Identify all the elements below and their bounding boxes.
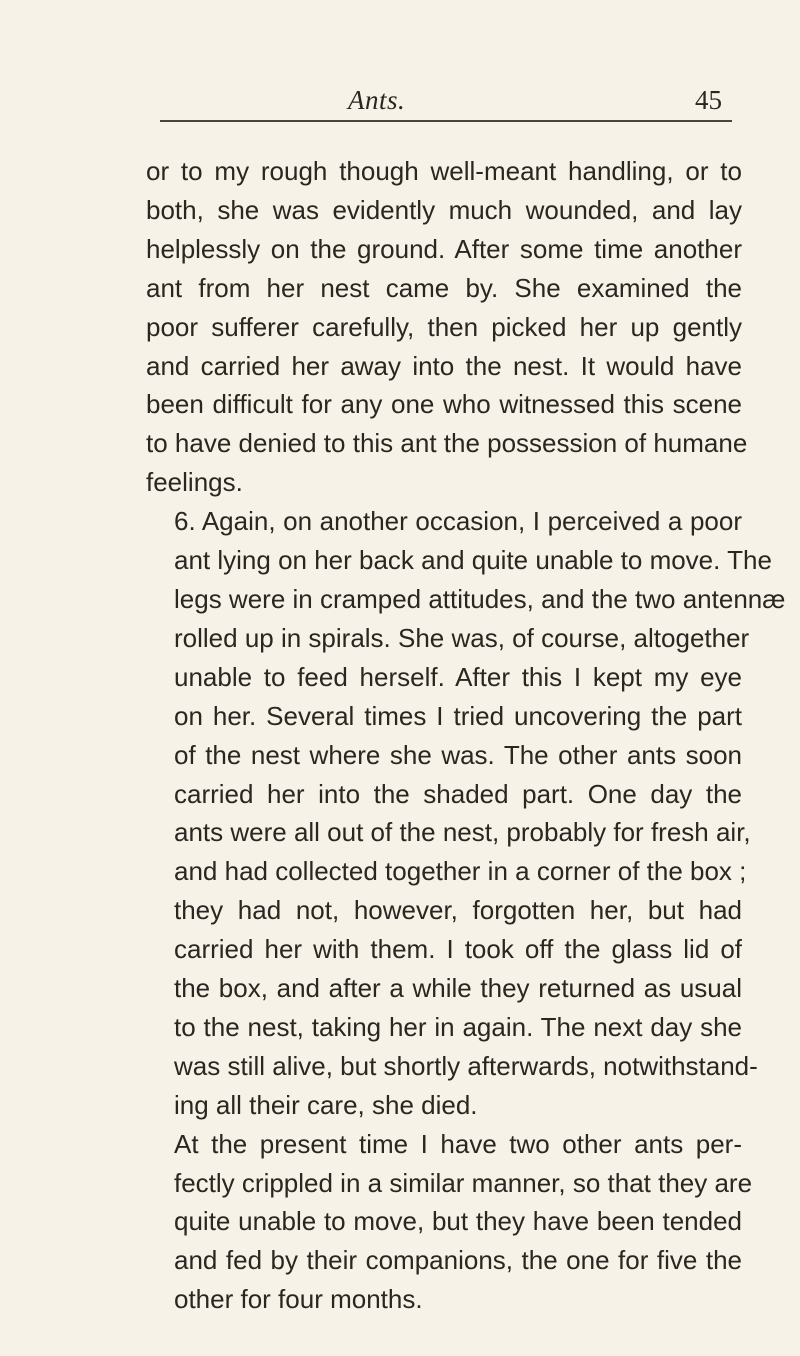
running-title: Ants. <box>348 85 406 115</box>
text-line: carried her with them. I took off the glass lid of <box>174 934 742 965</box>
text-line: ants were all out of the nest, probably for fresh air, <box>174 817 751 848</box>
text-line: carried her into the shaded part. One day the <box>174 778 742 809</box>
text-line: and carried her away into the nest. It would have <box>146 350 742 381</box>
text-line: poor sufferer carefully, then picked her up gently <box>146 311 742 342</box>
text-line: At the present time I have two other ants per- <box>174 1128 742 1159</box>
text-line: legs were in cramped attitudes, and the two antennæ <box>174 583 786 614</box>
text-line: was still alive, but shortly afterwards, notwithstand- <box>174 1050 758 1081</box>
text-line: 6. Again, on another occasion, I perceived a poor <box>174 506 742 537</box>
text-line: and fed by their companions, the one for five the <box>174 1245 742 1276</box>
text-line: been difficult for any one who witnessed this scene <box>146 389 742 420</box>
text-line: fectly crippled in a similar manner, so that they are <box>174 1167 753 1198</box>
header-rule <box>160 120 732 122</box>
text-line: to have denied to this ant the possession of humane <box>146 428 748 459</box>
paragraph-3 <box>146 1125 753 1320</box>
page-header <box>0 82 800 118</box>
body-text <box>146 152 786 1319</box>
text-line: ant lying on her back and quite unable to move. The <box>174 545 772 576</box>
text-line: unable to feed herself. After this I kept my eye <box>174 661 742 692</box>
paragraph-1 <box>146 152 748 502</box>
text-line: ing all their care, she died. <box>174 1089 478 1120</box>
text-line: or to my rough though well-meant handling, or to <box>146 156 742 186</box>
text-line: the box, and after a while they returned as usual <box>174 973 742 1004</box>
text-line: helplessly on the ground. After some time another <box>146 233 742 264</box>
text-line: both, she was evidently much wounded, and lay <box>146 194 742 225</box>
text-line: they had not, however, forgotten her, but had <box>174 895 742 926</box>
text-line: of the nest where she was. The other ants soon <box>174 739 742 770</box>
text-line: other for four months. <box>174 1284 423 1315</box>
page-number: 45 <box>695 85 722 115</box>
text-line: on her. Several times I tried uncovering the part <box>174 700 742 731</box>
text-line: to the nest, taking her in again. The next day she <box>174 1011 742 1042</box>
text-line: ant from her nest came by. She examined the <box>146 272 742 303</box>
text-line: feelings. <box>146 467 243 498</box>
text-line: and had collected together in a corner of the box ; <box>174 856 747 887</box>
paragraph-2 <box>146 502 786 1125</box>
text-line: rolled up in spirals. She was, of course, altogether <box>174 622 750 653</box>
text-line: quite unable to move, but they have been tended <box>174 1206 742 1237</box>
